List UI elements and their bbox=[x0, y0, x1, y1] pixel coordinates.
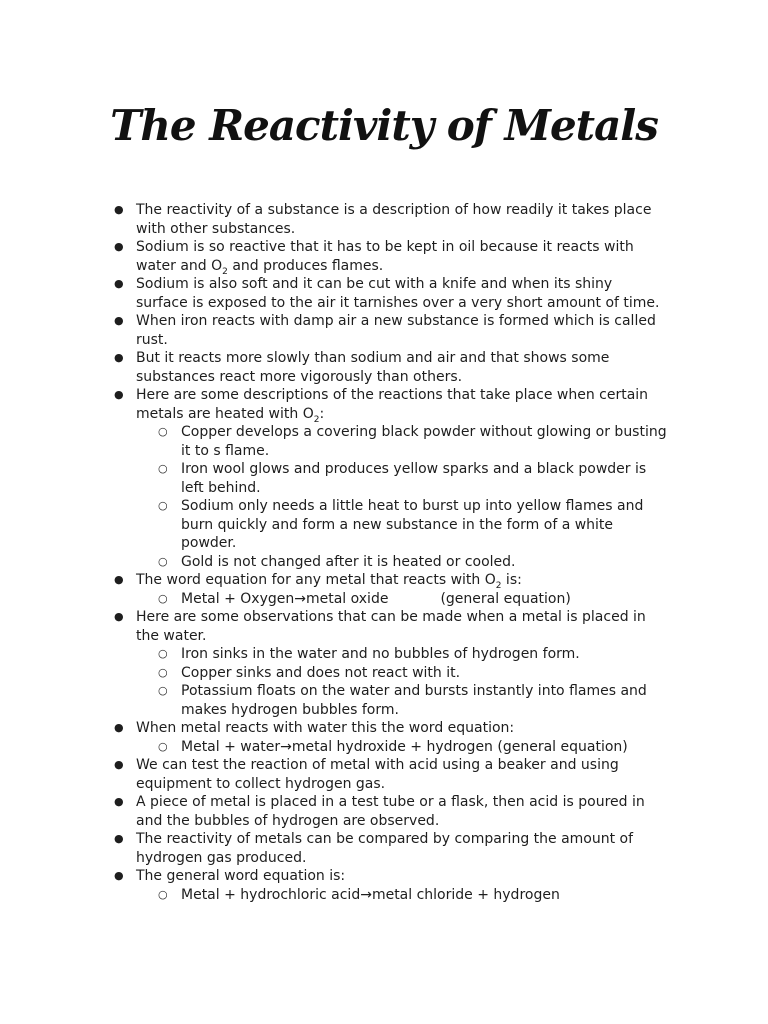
list-item bbox=[108, 275, 668, 312]
list-item-text: When metal reacts with water this the word equation: bbox=[136, 720, 515, 736]
list-item bbox=[108, 608, 668, 719]
bullet-icon: ● bbox=[114, 388, 124, 401]
sub-list-item bbox=[136, 664, 668, 683]
sub-list-item bbox=[136, 460, 668, 497]
list-item bbox=[108, 238, 668, 275]
sub-list-item bbox=[136, 682, 668, 719]
list-item-text-after: and produces flames. bbox=[227, 257, 384, 274]
list-item-text: But it reacts more slowly than sodium and air and that shows some substances react more vigorously than others. bbox=[136, 350, 610, 385]
list-item bbox=[108, 719, 668, 756]
circle-bullet-icon: ○ bbox=[158, 425, 168, 438]
page-title: The Reactivity of Metals bbox=[110, 101, 658, 150]
bullet-icon: ● bbox=[114, 573, 124, 586]
circle-bullet-icon: ○ bbox=[158, 684, 168, 697]
circle-bullet-icon: ○ bbox=[158, 462, 168, 475]
list-item-text: We can test the reaction of metal with acid using a beaker and using equipment to collect hydrogen gas. bbox=[136, 757, 619, 792]
bullet-icon: ● bbox=[114, 240, 124, 253]
list-item bbox=[108, 386, 668, 571]
bullet-icon: ● bbox=[114, 721, 124, 734]
list-item-text: Here are some descriptions of the reactions that take place when certain metals are heated with O bbox=[136, 387, 649, 422]
bullet-icon: ● bbox=[114, 832, 124, 845]
sub-list bbox=[136, 590, 668, 609]
circle-bullet-icon: ○ bbox=[158, 554, 168, 568]
list-item-text: Sodium is so reactive that it has to be kept in oil because it reacts with water and O bbox=[136, 239, 634, 274]
bullet-list bbox=[108, 201, 668, 904]
list-item bbox=[108, 201, 668, 238]
sub-list-item-text: Metal + water→metal hydroxide + hydrogen (general equation) bbox=[181, 738, 628, 755]
circle-bullet-icon: ○ bbox=[158, 591, 168, 605]
sub-list-item-text: Sodium only needs a little heat to burst up into yellow flames and burn quickly and form a new substance in the form of a white powder. bbox=[181, 498, 644, 551]
list-item bbox=[108, 867, 668, 904]
list-item-text: Sodium is also soft and it can be cut with a knife and when its shiny surface is exposed to the air it tarnishes over a very short amount of time. bbox=[136, 276, 660, 311]
document-body bbox=[108, 201, 668, 904]
sub-list bbox=[136, 886, 668, 905]
list-item-text: The general word equation is: bbox=[136, 868, 346, 884]
sub-list-item bbox=[136, 645, 668, 664]
list-item-text: The reactivity of a substance is a description of how readily it takes place with other substances. bbox=[136, 202, 652, 237]
list-item bbox=[108, 571, 668, 608]
sub-list-item bbox=[136, 738, 668, 757]
list-item-text-after: : bbox=[319, 405, 325, 422]
sub-list-item-text: Iron sinks in the water and no bubbles of hydrogen form. bbox=[181, 646, 580, 662]
circle-bullet-icon: ○ bbox=[158, 499, 168, 512]
subscript: 2 bbox=[313, 414, 320, 425]
bullet-icon: ● bbox=[114, 277, 124, 290]
list-item bbox=[108, 756, 668, 793]
sub-list-item bbox=[136, 423, 668, 460]
sub-list-item-text: Metal + hydrochloric acid→metal chloride + hydrogen bbox=[181, 886, 560, 903]
equation-left: Metal + Oxygen→metal oxide bbox=[181, 590, 389, 607]
bullet-icon: ● bbox=[114, 795, 124, 808]
sub-list-item-text: Iron wool glows and produces yellow sparks and a black powder is left behind. bbox=[181, 461, 647, 496]
sub-list-item-text: Gold is not changed after it is heated or cooled. bbox=[181, 553, 516, 570]
circle-bullet-icon: ○ bbox=[158, 739, 168, 753]
bullet-icon: ● bbox=[114, 869, 124, 882]
circle-bullet-icon: ○ bbox=[158, 647, 168, 660]
sub-list bbox=[136, 738, 668, 757]
sub-list-item-text: Potassium floats on the water and bursts instantly into flames and makes hydrogen bubbles form. bbox=[181, 683, 647, 718]
list-item-text: When iron reacts with damp air a new substance is formed which is called rust. bbox=[136, 313, 656, 348]
sub-list-item bbox=[136, 553, 668, 572]
bullet-icon: ● bbox=[114, 610, 124, 623]
subscript: 2 bbox=[495, 580, 502, 591]
list-item-text-after: is: bbox=[501, 572, 522, 588]
subscript: 2 bbox=[222, 266, 228, 277]
list-item-text: A piece of metal is placed in a test tube or a flask, then acid is poured in and the bubbles of hydrogen are observed. bbox=[136, 794, 645, 829]
sub-list bbox=[136, 423, 668, 571]
list-item bbox=[108, 312, 668, 349]
list-item-text: Here are some observations that can be made when a metal is placed in the water. bbox=[136, 609, 646, 644]
bullet-icon: ● bbox=[114, 758, 124, 771]
sub-list-item bbox=[136, 590, 668, 609]
bullet-icon: ● bbox=[114, 203, 124, 216]
list-item bbox=[108, 349, 668, 386]
bullet-icon: ● bbox=[114, 314, 124, 327]
circle-bullet-icon: ○ bbox=[158, 665, 168, 679]
list-item-text: The reactivity of metals can be compared by comparing the amount of hydrogen gas produced. bbox=[136, 831, 634, 866]
sub-list-item bbox=[136, 497, 668, 553]
list-item-text: The word equation for any metal that reacts with O bbox=[136, 572, 496, 588]
sub-list-item-text: Copper develops a covering black powder without glowing or busting it to s flame. bbox=[181, 424, 667, 459]
list-item bbox=[108, 830, 668, 867]
circle-bullet-icon: ○ bbox=[158, 887, 168, 901]
bullet-icon: ● bbox=[114, 351, 124, 364]
sub-list-item bbox=[136, 886, 668, 905]
sub-list bbox=[136, 645, 668, 719]
list-item bbox=[108, 793, 668, 830]
sub-list-item-text: Copper sinks and does not react with it. bbox=[181, 664, 461, 681]
equation-right: (general equation) bbox=[440, 590, 571, 607]
